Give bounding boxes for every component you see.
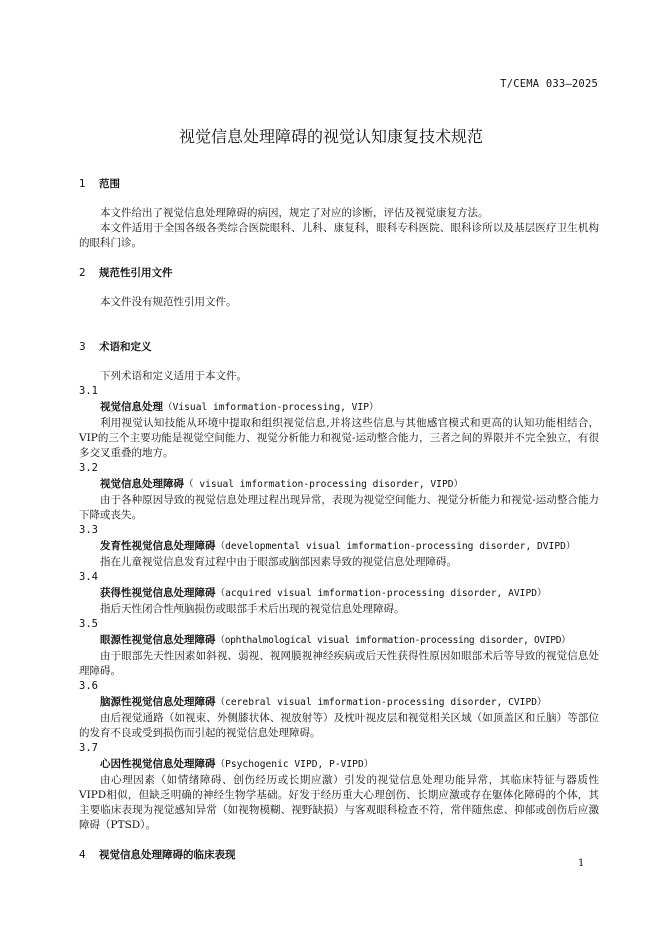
term-number: 3.5 xyxy=(79,618,98,630)
term-english: （Visual imformation-processing, VIP） xyxy=(163,402,379,413)
paragraph: 下列术语和定义适用于本文件。 xyxy=(100,370,247,382)
section-title: 规范性引用文件 xyxy=(99,267,173,279)
term-definition: 利用视觉认知技能从环境中提取和组织视觉信息,并将这些信息与其他感官模式和更高的认知功能相结合，VIP的三个主要功能是视觉空间能力、视觉分析能力和视觉-运动整合能力，三者之间的界限并不完全独立，有很多交叉重叠的地方。 xyxy=(79,417,599,459)
term-english: （ visual imformation-processing disorder, VIPD） xyxy=(184,479,464,490)
standard-number: T/CEMA 033—2025 xyxy=(500,78,598,90)
term-heading xyxy=(79,585,599,602)
term-heading xyxy=(79,694,599,711)
term-definition: 由心理因素（如情绪障碍、创伤经历或长期应激）引发的视觉信息处理功能异常，其临床特征与器质性VIPD相似，但缺乏明确的神经生物学基础。好发于经历重大心理创伤、长期应激或存在躯体化障碍的个体，其主要临床表现为视觉感知异常（如视物模糊、视野缺损）与客观眼科检查不符，常伴随焦虑、抑郁或创伤后应激障碍（PTSD）。 xyxy=(79,774,599,831)
section-4-heading xyxy=(79,847,599,863)
term-heading xyxy=(79,538,599,555)
term-number: 3.6 xyxy=(79,680,98,692)
term-definition: 由后视觉通路（如视束、外侧膝状体、视放射等）及枕叶视皮层和视觉相关区域（如顶盖区和丘脑）等部位的发育不良或受到损伤而引起的视觉信息处理障碍。 xyxy=(79,712,599,739)
term-name: 视觉信息处理 xyxy=(100,401,163,413)
term-number: 3.7 xyxy=(79,742,98,754)
term-number: 3.4 xyxy=(79,571,98,583)
term-english: （cerebral visual imformation-processing disorder, CVIPD） xyxy=(215,697,547,708)
term-english: （Psychogenic VIPD, P-VIPD） xyxy=(215,759,374,770)
term-heading xyxy=(79,399,599,416)
paragraph: 本文件适用于全国各级各类综合医院眼科、儿科、康复科，眼科专科医院、眼科诊所以及基层医疗卫生机构的眼科门诊。 xyxy=(79,222,599,249)
section-title: 术语和定义 xyxy=(99,341,152,353)
term-number: 3.1 xyxy=(79,385,98,397)
term-name: 获得性视觉信息处理障碍 xyxy=(100,587,216,599)
section-3-heading xyxy=(79,339,599,355)
term-definition: 指后天性闭合性颅脑损伤或眼部手术后出现的视觉信息处理障碍。 xyxy=(100,603,405,615)
term-heading xyxy=(79,756,599,773)
section-number: 2 xyxy=(79,267,86,279)
term-english: （acquired visual imformation-processing disorder, AVIPD） xyxy=(215,588,547,599)
paragraph: 本文件没有规范性引用文件。 xyxy=(100,296,237,308)
term-heading xyxy=(79,476,599,493)
term-name: 发育性视觉信息处理障碍 xyxy=(100,540,216,552)
term-definition: 由于眼部先天性因素如斜视、弱视、视网膜视神经疾病或后天性获得性原因如眼部术后等导致的视觉信息处理障碍。 xyxy=(79,650,599,677)
term-english: （ophthalmological visual imformation-processing disorder, OVIPD） xyxy=(215,635,571,646)
paragraph: 本文件给出了视觉信息处理障碍的病因，规定了对应的诊断，评估及视觉康复方法。 xyxy=(100,207,489,219)
term-definition: 由于各种原因导致的视觉信息处理过程出现异常，表现为视觉空间能力、视觉分析能力和视觉-运动整合能力下降或丧失。 xyxy=(79,494,599,521)
document-body xyxy=(79,176,599,863)
section-number: 1 xyxy=(79,178,86,190)
term-name: 心因性视觉信息处理障碍 xyxy=(100,758,216,770)
section-2-heading xyxy=(79,265,599,281)
section-number: 4 xyxy=(79,849,86,861)
document-title: 视觉信息处理障碍的视觉认知康复技术规范 xyxy=(178,127,483,146)
section-title: 视觉信息处理障碍的临床表现 xyxy=(99,849,236,861)
term-name: 脑源性视觉信息处理障碍 xyxy=(100,696,216,708)
section-1-heading xyxy=(79,176,599,192)
term-english: （developmental visual imformation-processing disorder, DVIPD） xyxy=(215,541,576,552)
section-title: 范围 xyxy=(99,178,120,190)
page-number: 1 xyxy=(578,858,585,869)
term-number: 3.2 xyxy=(79,462,98,474)
term-heading xyxy=(79,632,599,649)
term-definition: 指在儿童视觉信息发育过程中由于眼部或脑部因素导致的视觉信息处理障碍。 xyxy=(100,556,457,568)
section-number: 3 xyxy=(79,341,86,353)
term-number: 3.3 xyxy=(79,524,98,536)
term-name: 眼源性视觉信息处理障碍 xyxy=(100,634,216,646)
term-name: 视觉信息处理障碍 xyxy=(100,478,184,490)
